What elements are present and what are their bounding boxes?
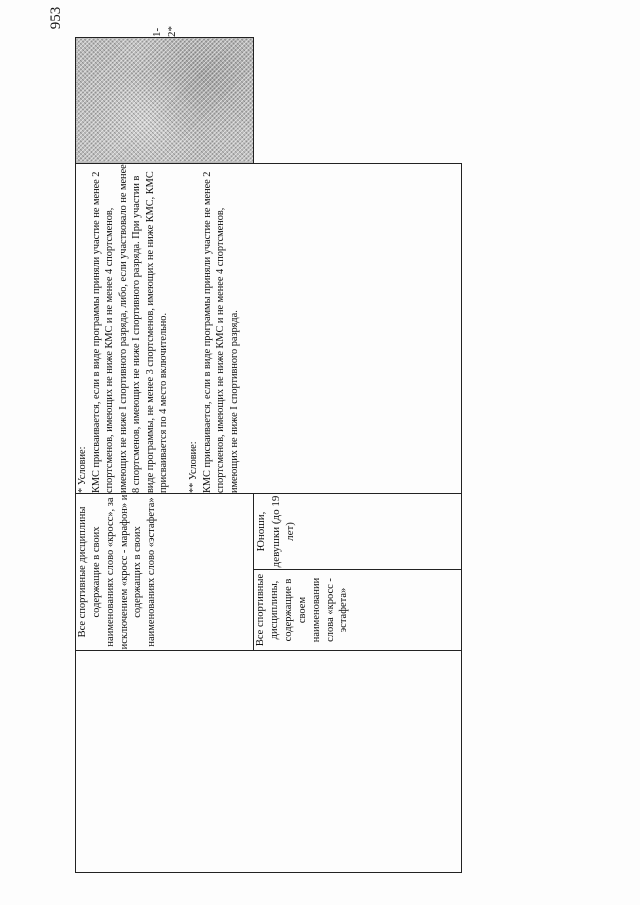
table-row	[76, 37, 254, 872]
ranks-table	[75, 25, 462, 873]
age-group-text: Юноши, девушки (до 19 лет)	[255, 495, 297, 568]
condition-1-title: * Условие:	[77, 446, 88, 493]
rank-value: 1-2*	[151, 25, 178, 37]
discipline-cell	[76, 493, 254, 650]
conditions-cell	[76, 163, 462, 493]
rotated-stage	[48, 6, 475, 873]
discipline-text: Все спортивные дисциплины, содержащие в своем наименовании слова «кросс - эстафета»	[255, 573, 350, 647]
condition-2-text: КМС присваивается, если в виде программы приняли участие не менее 2 спортсменов, имеющих не ниже КМС и не менее 4 спортсменов, имеющих не ниже I спортивного разряда.	[201, 171, 240, 493]
hatched-cell	[76, 37, 254, 163]
empty-cell	[76, 651, 462, 873]
rotated-content	[48, 6, 475, 873]
page-number: 953	[48, 6, 64, 30]
age-group-cell	[254, 493, 462, 569]
condition-1-text: КМС присваивается, если в виде программы приняли участие не менее 2 спортсменов, имеющих не ниже КМС и не менее 4 спортсменов, имеющих не ниже I спортивного разряда, либо, если участвовало не менее 8 спортсменов, имеющих не ниже I спортивного разряда. При участии в виде программы, не менее 3 спортсменов, имеющих не ниже КМС, КМС присваивается по 4 место включительно.	[90, 164, 170, 493]
discipline-text: Все спортивные дисциплины содержащие в своих наименованиях слово «кросс», за исключением «кросс - марафон» и содержащих в своих наименованиях слово «эстафета»	[77, 494, 158, 650]
discipline-cell	[254, 570, 462, 651]
condition-2-title: ** Условие:	[188, 441, 200, 493]
